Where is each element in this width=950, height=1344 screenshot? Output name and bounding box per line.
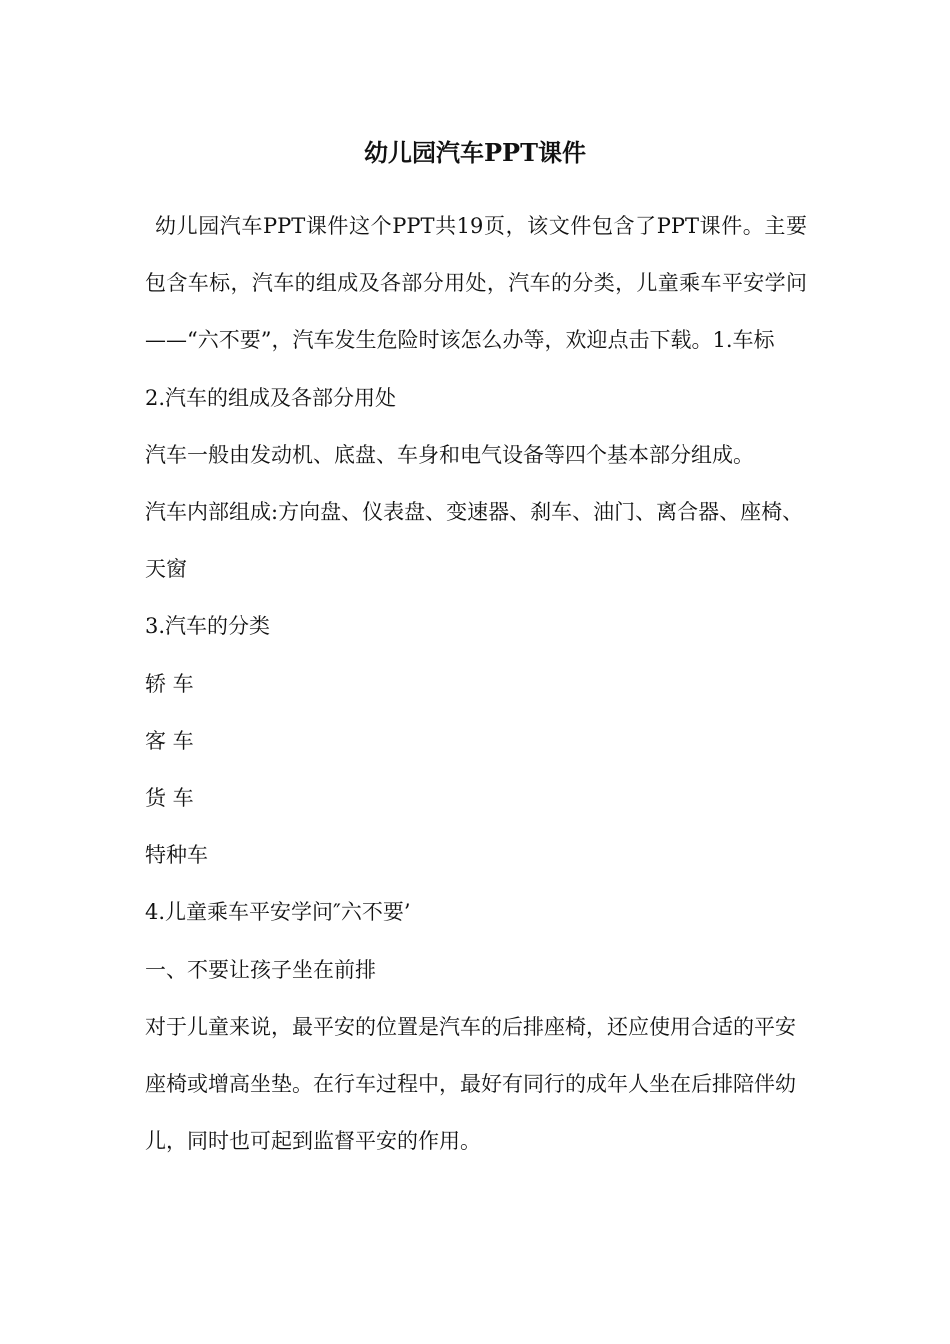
list-item-sedan: 轿 车 <box>145 671 194 696</box>
list-item-special-vehicle: 特种车 <box>145 843 208 868</box>
rule-heading-one: 一、不要让孩子坐在前排 <box>145 957 376 982</box>
intro-paragraph: 幼儿园汽车PPT课件这个PPT共19页，该文件包含了PPT课件。主要包含车标，汽车的组成及各部分用处，汽车的分类，儿童乘车平安学问——“六不要”，汽车发生危险时该怎么办等，欢迎点击下载。1.车标 <box>145 214 807 353</box>
rule-one-paragraph: 对于儿童来说，最平安的位置是汽车的后排座椅，还应使用合适的平安座椅或增高坐垫。在行车过程中，最好有同行的成年人坐在后排陪伴幼儿，同时也可起到监督平安的作用。 <box>145 1014 796 1154</box>
document-title: 幼儿园汽车PPT课件 <box>364 138 586 167</box>
list-item-truck: 货 车 <box>145 786 194 811</box>
composition-paragraph: 汽车一般由发动机、底盘、车身和电气设备等四个基本部分组成。 <box>145 442 754 467</box>
section-heading-safety: 4.儿童乘车平安学问″六不要’ <box>145 900 411 925</box>
document-body <box>145 198 807 1170</box>
section-heading-composition: 2.汽车的组成及各部分用处 <box>145 385 397 410</box>
section-heading-classification: 3.汽车的分类 <box>145 614 271 639</box>
list-item-bus: 客 车 <box>145 728 194 753</box>
interior-paragraph: 汽车内部组成:方向盘、仪表盘、变速器、刹车、油门、离合器、座椅、天窗 <box>145 500 804 582</box>
